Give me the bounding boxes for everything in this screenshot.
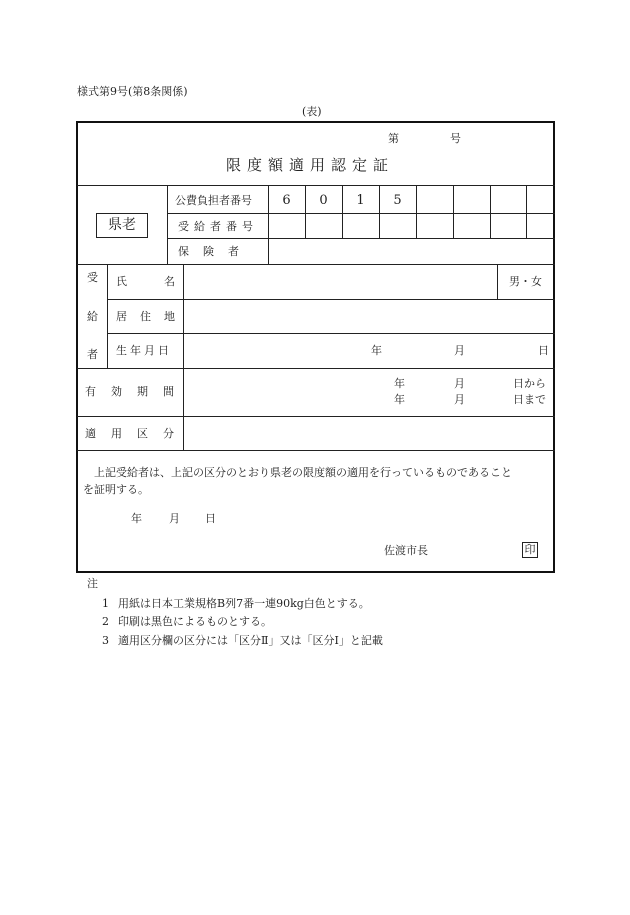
birth-day-unit: 日: [538, 344, 549, 357]
form-number: 様式第9号(第8条関係): [77, 85, 188, 98]
divider: [77, 416, 555, 417]
validity-to-day: 日まで: [513, 393, 546, 406]
divider: [107, 264, 108, 368]
divider: [77, 264, 555, 265]
divider: [305, 185, 306, 238]
certification-statement: 上記受給者は、上記の区分のとおり県老の限度額の適用を行っているものであること: [94, 466, 512, 479]
validity-label: 有効期間: [85, 385, 189, 398]
divider: [77, 368, 555, 369]
address-label: 居住地: [116, 310, 188, 323]
validity-to-month: 月: [454, 393, 465, 406]
divider: [490, 185, 491, 238]
recipient-side-label: 者: [87, 348, 98, 361]
issuer-title: 佐渡市長: [384, 544, 428, 557]
note-number: 3: [102, 634, 109, 647]
note-text: 印刷は黒色によるものとする。: [118, 615, 272, 628]
issue-day-unit: 日: [205, 512, 216, 525]
divider: [107, 299, 555, 300]
validity-from-month: 月: [454, 377, 465, 390]
divider: [77, 185, 555, 186]
number-go: 号: [450, 132, 461, 145]
side-label: (表): [302, 105, 322, 118]
seal-label: 印: [524, 543, 536, 556]
certificate-title: 限度額適用認定証: [226, 156, 395, 174]
name-label: 氏名: [116, 275, 212, 288]
birth-year-unit: 年: [371, 344, 382, 357]
note-text: 用紙は日本工業規格B列7番一連90kg白色とする。: [118, 597, 370, 610]
issue-year-unit: 年: [131, 512, 142, 525]
divider: [453, 185, 454, 238]
validity-from-day: 日から: [513, 377, 546, 390]
divider: [416, 185, 417, 238]
validity-to-year: 年: [394, 393, 405, 406]
issue-month-unit: 月: [169, 512, 180, 525]
payer-digit: 6: [282, 193, 291, 208]
divider: [167, 213, 555, 214]
payer-digit: 1: [356, 193, 365, 208]
divider: [77, 450, 555, 451]
validity-from-year: 年: [394, 377, 405, 390]
divider: [342, 185, 343, 238]
divider: [167, 238, 555, 239]
notes-heading: 注: [87, 577, 98, 590]
category-label: 適用区分: [85, 427, 189, 440]
recipient-side-label: 受: [87, 271, 98, 284]
birth-date-label: 生年月日: [116, 344, 172, 357]
divider: [107, 333, 555, 334]
number-dai: 第: [388, 132, 399, 145]
note-text: 適用区分欄の区分には「区分Ⅱ」又は「区分Ⅰ」と記載: [118, 634, 383, 647]
divider: [379, 185, 380, 238]
note-number: 1: [102, 597, 109, 610]
birth-month-unit: 月: [454, 344, 465, 357]
insurer-label: 保険者: [178, 245, 253, 258]
stamp-label: 県老: [108, 217, 136, 233]
divider: [167, 185, 168, 264]
gender-label: 男・女: [509, 275, 542, 288]
recipient-number-label: 受給者番号: [178, 220, 258, 233]
divider: [526, 185, 527, 238]
payer-digit: 0: [319, 193, 328, 208]
payer-digit: 5: [393, 193, 402, 208]
divider: [497, 264, 498, 299]
recipient-side-label: 給: [87, 310, 98, 323]
note-number: 2: [102, 615, 109, 628]
payer-number-label: 公費負担者番号: [175, 194, 252, 207]
certification-statement-cont: を証明する。: [83, 483, 149, 496]
